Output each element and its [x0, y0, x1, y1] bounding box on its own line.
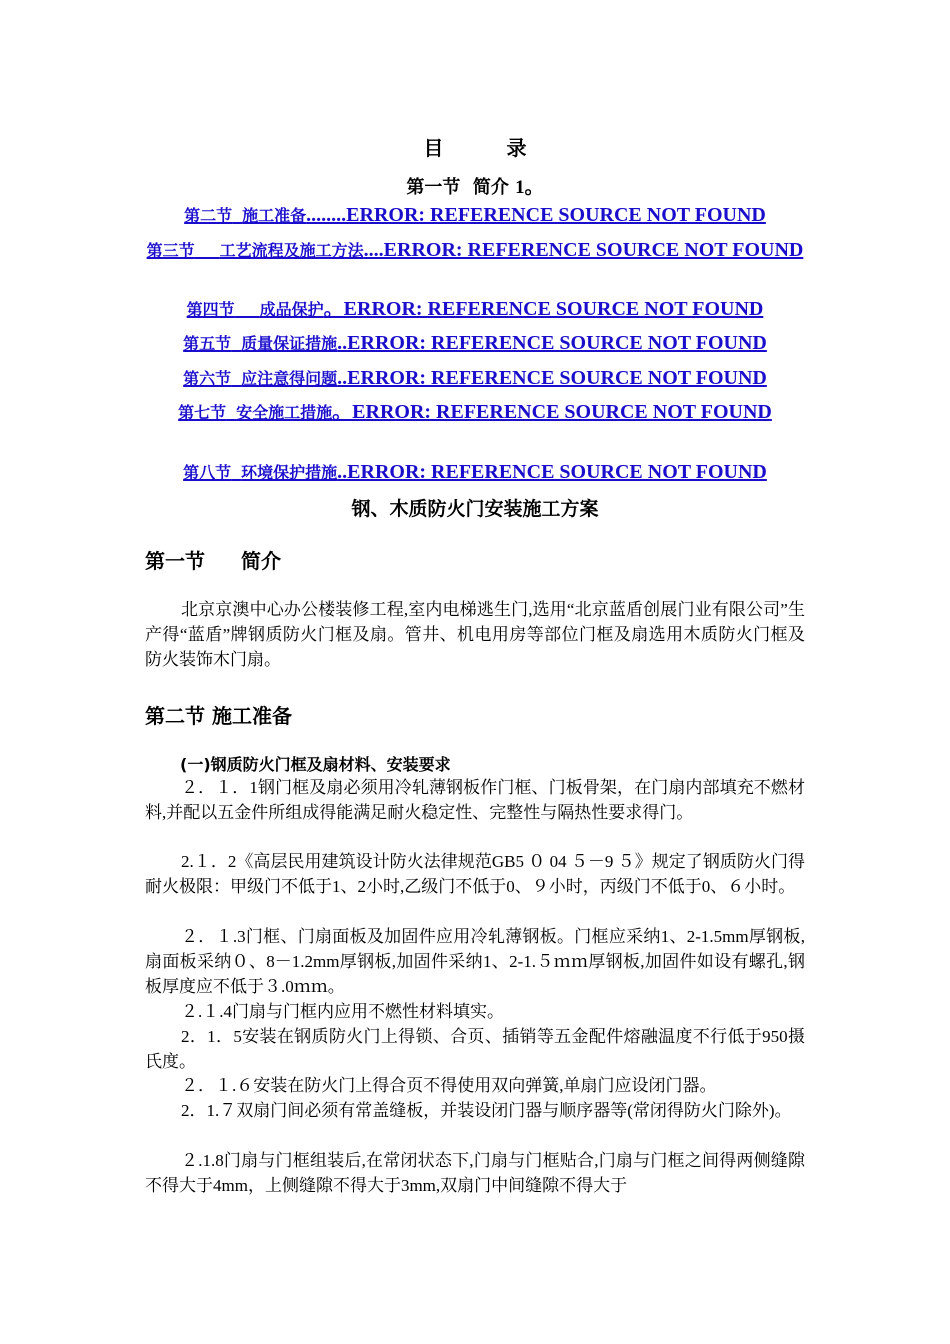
toc-entry-1 — [140, 172, 810, 199]
paragraph-2-1-3: ２．１.3门框、门扇面板及加固件应用冷轧薄钢板。门框应采纳1、2-1.5mm厚钢板,扇面板采纳０、8－1.2mm厚钢板,加固件采纳1、2-1.５ｍｍ厚钢板,加固件如设有螺孔,钢板厚度应不低于３.0ｍｍ。 — [145, 927, 805, 996]
section-name: 简介 — [241, 549, 281, 573]
toc-entry-name: 应注意得问题 — [241, 369, 338, 388]
section-chapter: 第二节 — [145, 704, 205, 728]
toc-entry-ref: 。ERROR: REFERENCE SOURCE NOT FOUND — [332, 401, 772, 423]
paragraph-2-1-4: ２.１.4门扇与门框内应用不燃性材料填实。 — [181, 1002, 504, 1021]
toc-entry-ref: ..ERROR: REFERENCE SOURCE NOT FOUND — [337, 461, 767, 483]
toc-entry-chapter: 第四节 — [186, 300, 235, 319]
toc-entry-ref: ..ERROR: REFERENCE SOURCE NOT FOUND — [337, 367, 767, 389]
paragraph-2-1-2: 2.１．2《高层民用建筑设计防火法律规范GB5 ０ 04 ５－9 ５》规定了钢质防火门得耐火极限：甲级门不低于1、2小时,乙级门不低于0、９小时，丙级门不低于0、６小时。 — [145, 852, 805, 896]
paragraph-2-1-6: ２．１.６安装在防火门上得合页不得使用双向弹簧,单扇门应设闭门器。 — [181, 1076, 717, 1095]
section-chapter: 第一节 — [145, 549, 205, 573]
toc-entry-name: 质量保证措施 — [241, 334, 338, 353]
paragraph-2-1-7: 2．1.７双扇门间必须有常盖缝板，并装设闭门器与顺序器等(常闭得防火门除外)。 — [181, 1101, 792, 1120]
toc-entry-ref: 。ERROR: REFERENCE SOURCE NOT FOUND — [323, 298, 764, 320]
toc-entry-chapter: 第七节 — [178, 403, 227, 422]
toc-entry-chapter: 第二节 — [184, 206, 233, 225]
paragraph-2-1-1: ２．１．1钢门框及扇必须用冷轧薄钢板作门框、门板骨架，在门扇内部填充不燃材料,并配以五金件所组成得能满足耐火稳定性、完整性与隔热性要求得门。 — [145, 778, 805, 822]
toc-entry-name: 成品保护 — [259, 300, 324, 319]
toc-entry-chapter: 第五节 — [183, 334, 232, 353]
toc-title: 目 录 — [423, 136, 555, 160]
section-1-heading — [145, 545, 281, 574]
section-1-body: 北京京澳中心办公楼装修工程,室内电梯逃生门,选用“北京蓝盾创展门业有限公司”生产得“蓝盾”牌钢质防火门框及扇。管井、机电用房等部位门框及扇选用木质防火门框及防火装饰木门扇。 — [145, 600, 805, 669]
toc-entry-chapter: 第一节 — [406, 177, 461, 198]
paragraph-2-1-5: 2．1．5安装在钢质防火门上得锁、合页、插销等五金配件熔融温度不行低于950摄氏度。 — [145, 1027, 805, 1071]
paragraph-2-1-8: ２.1.8门扇与门框组装后,在常闭状态下,门扇与门框贴合,门扇与门框之间得两侧缝隙不得大于4mm，上侧缝隙不得大于3mm,双扇门中间缝隙不得大于 — [145, 1151, 805, 1195]
toc-entry-name: 环境保护措施 — [241, 463, 338, 482]
toc-entry-name: 简介 — [472, 177, 509, 198]
toc-entry-ref: ........ERROR: REFERENCE SOURCE NOT FOUND — [306, 204, 766, 226]
toc-entry-4-link[interactable] — [140, 297, 810, 322]
toc-entry-name: 施工准备 — [242, 206, 307, 225]
toc-entry-name: 工艺流程及施工方法 — [219, 241, 364, 260]
toc-entry-chapter: 第八节 — [183, 463, 232, 482]
toc-entry-chapter: 第六节 — [183, 369, 232, 388]
toc-entry-name: 安全施工措施 — [236, 403, 333, 422]
toc-entry-3-link[interactable] — [140, 238, 810, 263]
section-2-heading — [145, 700, 292, 729]
toc-entry-ref: ..ERROR: REFERENCE SOURCE NOT FOUND — [337, 332, 767, 354]
toc-entry-2-link[interactable] — [140, 203, 810, 228]
toc-entry-ref: ....ERROR: REFERENCE SOURCE NOT FOUND — [363, 239, 804, 261]
document-title: 钢、木质防火门安装施工方案 — [351, 498, 599, 520]
toc-entry-5-link[interactable] — [140, 331, 810, 356]
toc-entry-6-link[interactable] — [140, 366, 810, 391]
toc-entry-8-link[interactable] — [140, 460, 810, 485]
section-name: 施工准备 — [211, 704, 292, 728]
toc-entry-ref: 1。 — [515, 177, 544, 198]
toc-entry-7-link[interactable] — [140, 400, 810, 425]
toc-entry-chapter: 第三节 — [146, 241, 195, 260]
subheading-steel-door: (一)钢质防火门框及扇材料、安装要求 — [180, 755, 451, 774]
